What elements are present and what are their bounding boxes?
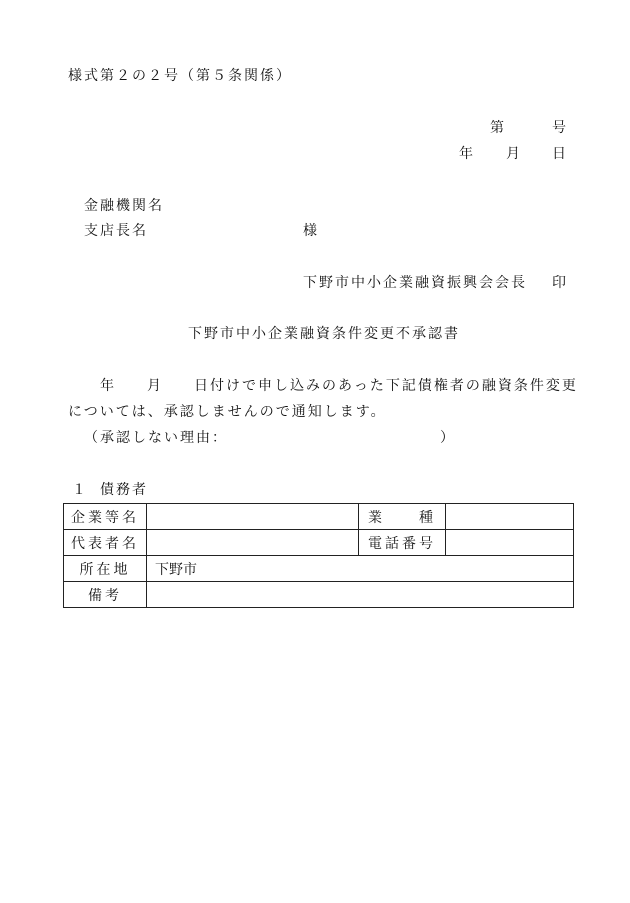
sender-name: 下野市中小企業融資振興会会長 [303, 275, 527, 291]
remarks-label: 備考 [64, 582, 147, 608]
date-day: 日 [552, 146, 566, 162]
industry-value [446, 504, 574, 530]
date-year: 年 [459, 146, 473, 162]
institution-label: 金融機関名 [84, 198, 164, 214]
body-line-2: については、承認しませんので通知します。 [68, 404, 387, 420]
company-value [147, 504, 359, 530]
body-line-1: 日付けで申し込みのあった下記債権者の融資条件変更 [194, 378, 578, 394]
representative-label: 代表者名 [64, 530, 147, 556]
industry-label: 業 種 [359, 504, 446, 530]
date-month: 月 [506, 146, 520, 162]
phone-value [446, 530, 574, 556]
section-number: １ [72, 482, 86, 498]
table-row [64, 582, 574, 608]
table-row [64, 504, 574, 530]
body-date-year: 年 [100, 378, 114, 394]
debtor-table [63, 503, 574, 608]
address-value: 下野市 [147, 556, 574, 582]
remarks-value [147, 582, 574, 608]
reason-label: （承認しない理由： [84, 430, 228, 446]
representative-value [147, 530, 359, 556]
document-title: 下野市中小企業融資条件変更不承認書 [188, 326, 460, 342]
doc-number-go: 号 [552, 120, 566, 136]
table-row [64, 530, 574, 556]
table-row [64, 556, 574, 582]
address-label: 所在地 [64, 556, 147, 582]
section-heading: 債務者 [100, 482, 148, 498]
branch-manager-label: 支店長名 [84, 223, 148, 239]
phone-label: 電話番号 [359, 530, 446, 556]
body-date-month: 月 [147, 378, 161, 394]
doc-number-dai: 第 [490, 120, 504, 136]
form-number: 様式第２の２号（第５条関係） [68, 68, 292, 84]
company-label: 企業等名 [64, 504, 147, 530]
addressee-honorific: 様 [303, 223, 317, 239]
sender-seal: 印 [552, 275, 566, 291]
reason-close: ） [440, 430, 454, 446]
